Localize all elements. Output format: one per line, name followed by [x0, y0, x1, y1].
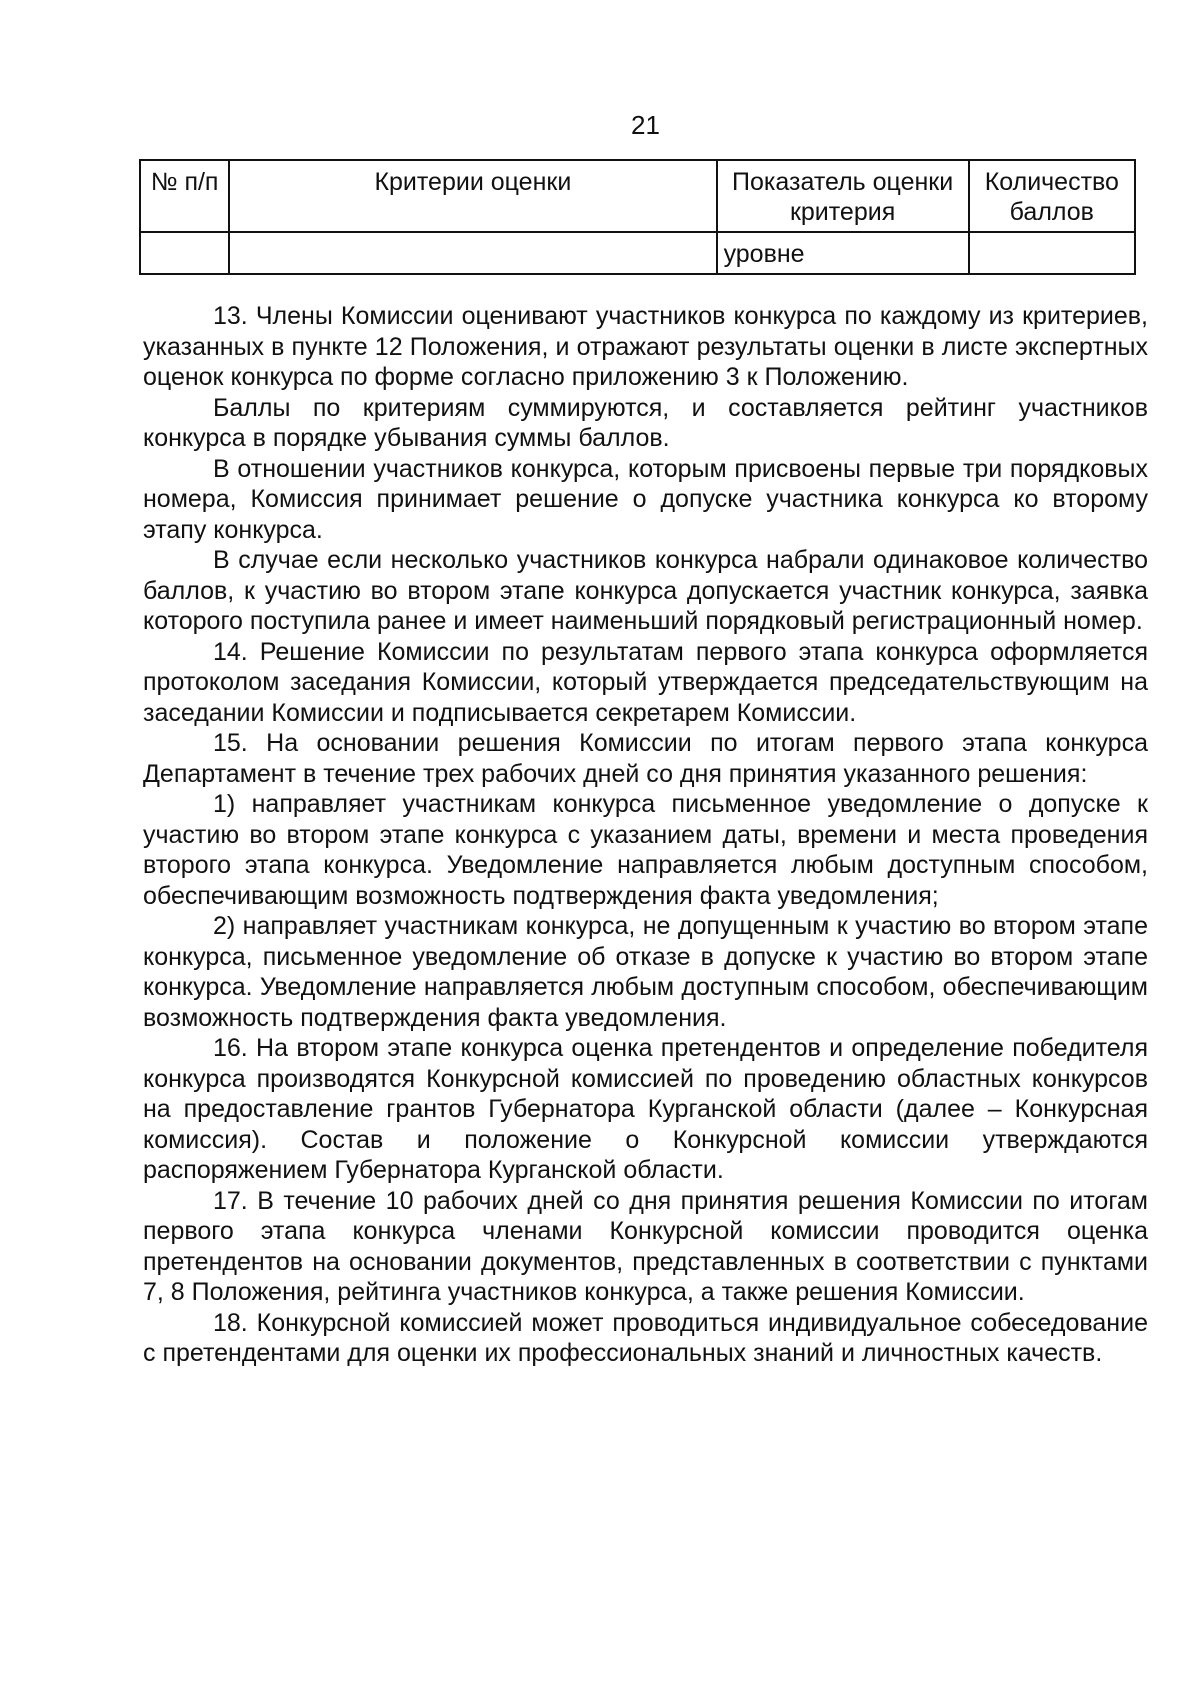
paragraph-14: 14. Решение Комиссии по результатам первого этапа конкурса оформляется протоколом заседания Комиссии, который утверждается председательствующим на заседании Комиссии и подписывается секретарем Комиссии.	[143, 637, 1148, 727]
paragraph-16: 16. На втором этапе конкурса оценка претендентов и определение победителя конкурса производятся Конкурсной комиссией по проведению областных конкурсов на предоставление грантов Губернатора Курганской области (далее – Конкурсная комиссия). Состав и положение о Конкурсной комиссии утверждаются распоряжением Губернатора Курганской области.	[143, 1034, 1148, 1184]
paragraph-13-tie: В случае если несколько участников конкурса набрали одинаковое количество баллов, к участию во втором этапе конкурса допускается участник конкурса, заявка которого поступила ранее и имеет наименьший порядковый регистрационный номер.	[143, 546, 1148, 635]
table-cell: уровне	[717, 232, 969, 274]
paragraph-13-top-three: В отношении участников конкурса, которым присвоены первые три порядковых номера, Комиссия принимает решение о допуске участника конкурса ко второму этапу конкурса.	[143, 454, 1148, 544]
paragraph-13-scores: Баллы по критериям суммируются, и составляется рейтинг участников конкурса в порядке убывания суммы баллов.	[143, 393, 1148, 452]
page-number: 21	[631, 110, 660, 140]
table-row	[140, 232, 1135, 274]
body-text	[143, 301, 1148, 1369]
paragraph-15: 15. На основании решения Комиссии по итогам первого этапа конкурса Департамент в течение трех рабочих дней со дня принятия указанного решения:	[143, 729, 1148, 788]
paragraph-17: 17. В течение 10 рабочих дней со дня принятия решения Комиссии по итогам первого этапа конкурса членами Конкурсной комиссии проводится оценка претендентов на основании документов, представленных в соответствии с пунктами 7, 8 Положения, рейтинга участников конкурса, а также решения Комиссии.	[143, 1186, 1148, 1306]
header-points: Количество баллов	[969, 160, 1135, 232]
criteria-table	[139, 159, 1136, 275]
header-number: № п/п	[140, 160, 229, 232]
paragraph-15-item-1: 1) направляет участникам конкурса письменное уведомление о допуске к участию во втором этапе конкурса с указанием даты, времени и места проведения второго этапа конкурса. Уведомление направляется любым доступным способом, обеспечивающим возможность подтверждения факта уведомления;	[143, 790, 1148, 910]
table-header-row	[140, 160, 1135, 232]
table-cell	[140, 232, 229, 274]
table-cell	[969, 232, 1135, 274]
document-page	[143, 110, 1148, 1369]
paragraph-15-item-2: 2) направляет участникам конкурса, не допущенным к участию во втором этапе конкурса, письменное уведомление об отказе в допуске к участию во втором этапе конкурса. Уведомление направляется любым доступным способом, обеспечивающим возможность подтверждения факта уведомления.	[143, 912, 1148, 1032]
paragraph-13: 13. Члены Комиссии оценивают участников конкурса по каждому из критериев, указанных в пункте 12 Положения, и отражают результаты оценки в листе экспертных оценок конкурса по форме согласно приложению 3 к Положению.	[143, 302, 1148, 391]
header-indicator: Показатель оценки критерия	[717, 160, 969, 232]
paragraph-18: 18. Конкурсной комиссией может проводиться индивидуальное собеседование с претендентами для оценки их профессиональных знаний и личностных качеств.	[143, 1308, 1148, 1367]
table-cell	[229, 232, 716, 274]
header-criteria: Критерии оценки	[229, 160, 716, 232]
